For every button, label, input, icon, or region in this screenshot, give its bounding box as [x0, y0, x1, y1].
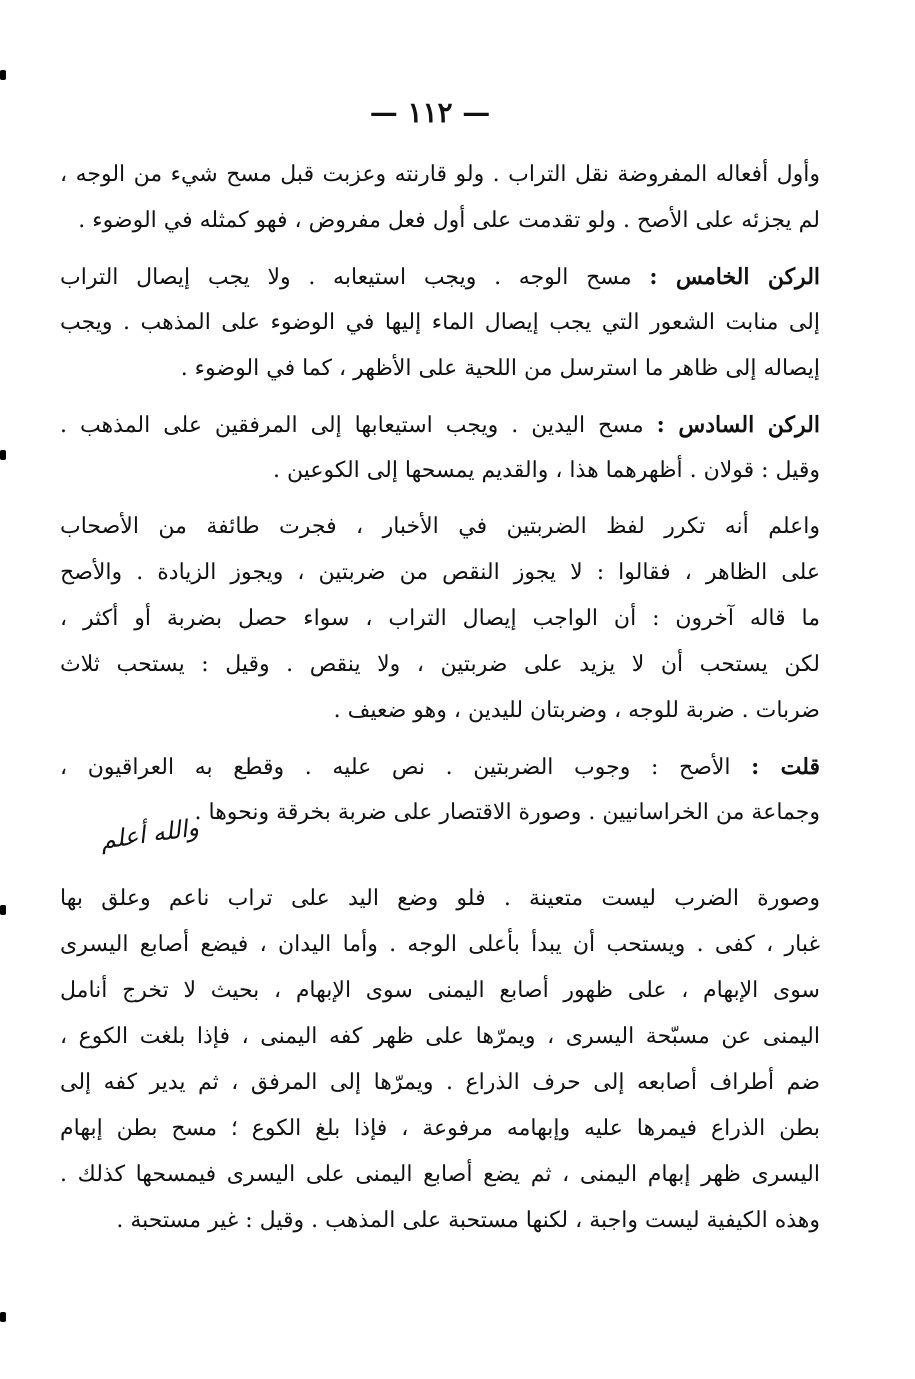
text-line: واعلم أنه تكرر لفظ الضربتين في الأخبار ، فجرت طائفة من الأصحاب: [60, 514, 820, 539]
handwritten-note: والله أعلم: [98, 813, 201, 855]
text-segment: الأصح : وجوب الضربتين . نص عليه . وقطع به العراقيون ،: [60, 755, 731, 780]
section-heading: الركن السادس :: [656, 412, 820, 438]
text-line: غبار ، كفى . ويستحب أن يبدأ بأعلى الوجه . وأما اليدان ، فيضع أصابع اليسرى: [60, 932, 820, 957]
margin-mark: [0, 905, 6, 915]
text-line: اليمنى عن مسبّحة اليسرى ، ويمرّها على ظهر كفه اليمنى ، فإذا بلغت الكوع ،: [60, 1024, 820, 1049]
page-number: — ١١٢ —: [369, 96, 491, 129]
text-line: على الظاهر ، فقالوا : لا يجوز النقص من ضربتين ، ويجوز الزيادة . والأصح: [60, 560, 820, 585]
text-line: إيصاله إلى ظاهر ما استرسل من اللحية على الأظهر ، كما في الوضوء .: [180, 356, 820, 381]
text-line: ضم أطراف أصابعه إلى حرف الذراع . ويمرّها إلى المرفق ، ثم يدير كفه إلى: [60, 1070, 820, 1095]
text-line: [60, 744, 820, 790]
text-line: لكن يستحب أن لا يزيد على ضربتين ، ولا ينقص . وقيل : يستحب ثلاث: [60, 652, 820, 677]
text-segment: مسح الوجه . ويجب استيعابه . ولا يجب إيصال التراب: [60, 265, 632, 290]
margin-mark: [0, 1312, 6, 1322]
text-line: [60, 254, 820, 300]
text-line: وقيل : قولان . أظهرهما هذا ، والقديم يمسحها إلى الكوعين .: [272, 458, 820, 483]
text-line: وجماعة من الخراسانيين . وصورة الاقتصار على ضربة بخرقة ونحوها .: [194, 800, 820, 825]
text-line: بطن الذراع فيمرها عليه وإبهامه مرفوعة ، فإذا بلغ الكوع ؛ مسح بطن إبهام: [60, 1116, 820, 1141]
paragraph: [60, 504, 820, 734]
text-line: لم يجزئه على الأصح . ولو تقدمت على أول فعل مفروض ، فهو كمثله في الوضوء .: [78, 208, 820, 233]
margin-mark: [0, 70, 6, 80]
text-line: سوى الإبهام ، على ظهور أصابع اليمنى سوى الإبهام ، بحيث لا تخرج أنامل: [60, 978, 820, 1003]
paragraph: [60, 254, 820, 392]
text-line: ما قاله آخرون : أن الواجب إيصال التراب ، سواء حصل بضربة أو أكثر ،: [60, 606, 820, 631]
paragraph: [60, 876, 820, 1244]
text-line: [60, 402, 820, 448]
text-line: إلى منابت الشعور التي يجب إيصال الماء إليها في الوضوء على المذهب . ويجب: [60, 310, 820, 335]
page-body: [60, 152, 820, 1254]
text-line: وهذه الكيفية ليست واجبة ، لكنها مستحبة على المذهب . وقيل : غير مستحبة .: [116, 1208, 820, 1233]
text-line: وأول أفعاله المفروضة نقل التراب . ولو قارنته وعزبت قبل مسح شيء من الوجه ،: [60, 162, 820, 187]
section-heading: قلت :: [751, 754, 820, 780]
text-line: ضربات . ضربة للوجه ، وضربتان لليدين ، وهو ضعيف .: [333, 698, 820, 723]
margin-mark: [0, 450, 6, 460]
text-line: اليسرى ظهر إبهام اليمنى ، ثم يضع أصابع اليمنى على اليسرى فيمسحها كذلك .: [60, 1162, 820, 1187]
paragraph: [60, 402, 820, 494]
section-heading: الركن الخامس :: [649, 264, 820, 290]
paragraph: [60, 152, 820, 244]
text-line: وصورة الضرب ليست متعينة . فلو وضع اليد على تراب ناعم وعلق بها: [60, 886, 820, 911]
text-segment: مسح اليدين . ويجب استيعابها إلى المرفقين على المذهب .: [60, 413, 644, 438]
